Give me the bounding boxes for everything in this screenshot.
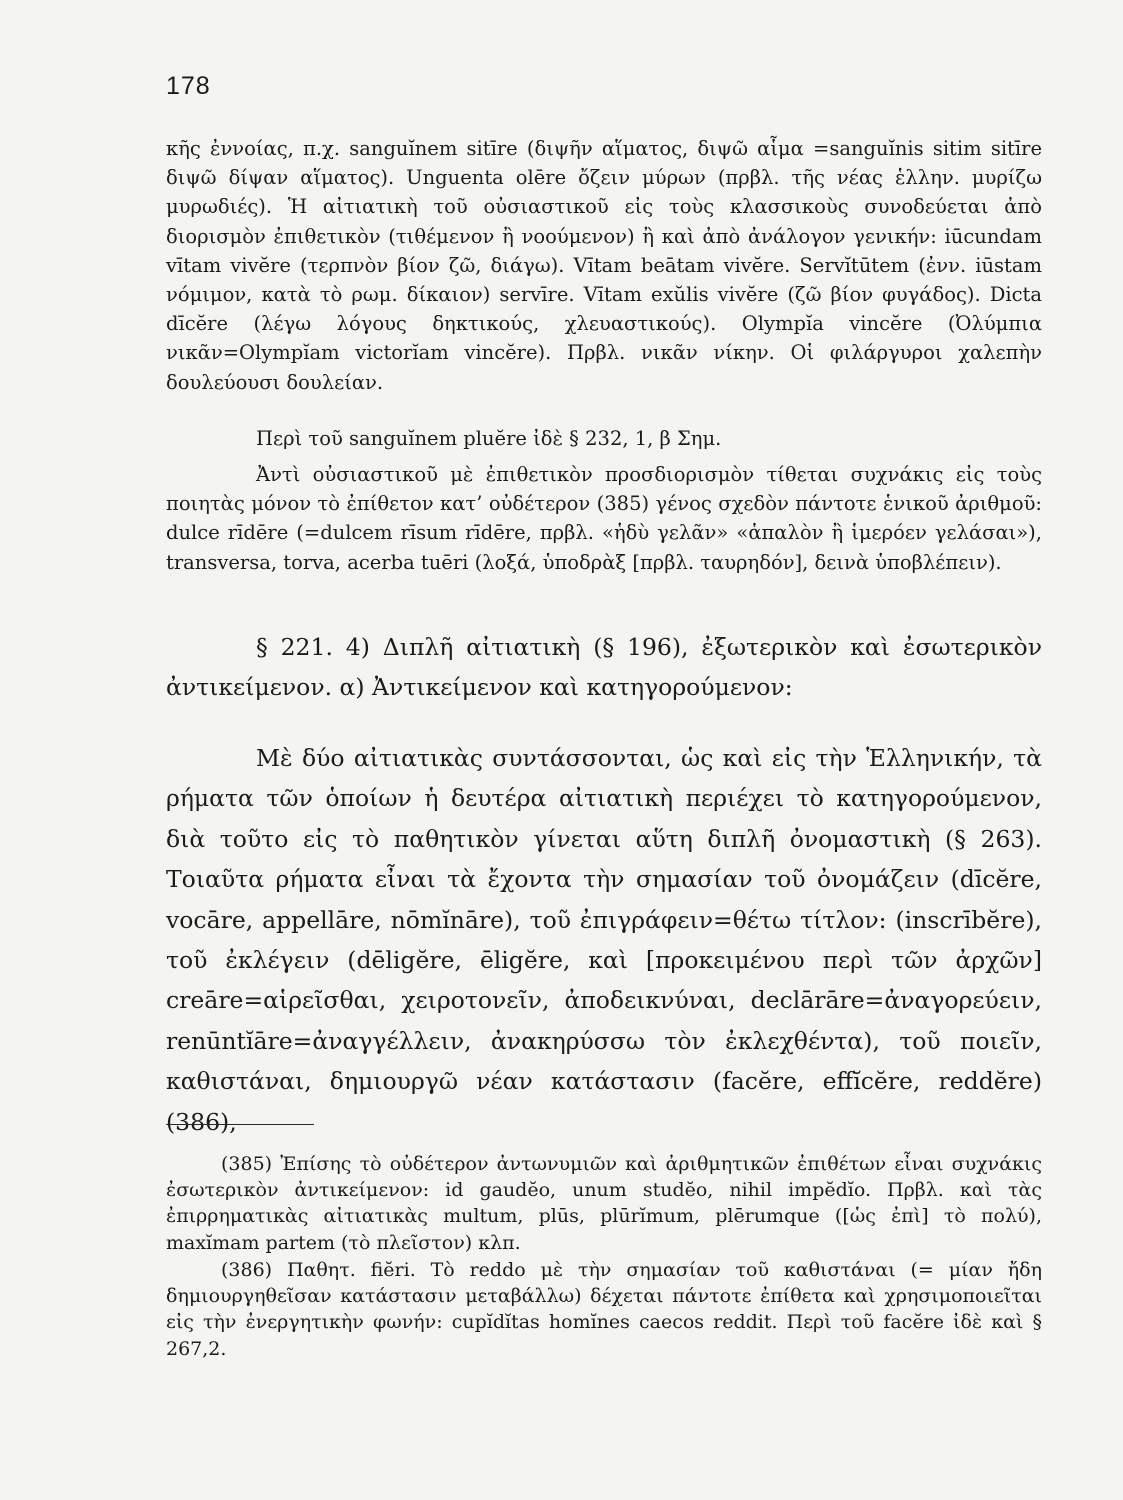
footnote-text: (385) Ἐπίσης τὸ οὐδέτερον ἀντωνυμιῶν καὶ ἀριθμητικῶν ἐπιθέτων εἶναι συχνάκις ἐσωτερικὸν ἀντικείμενον: id gaudĕo, unum studĕo, nihil impĕdĭo. Πρβλ. καὶ τὰς ἐπιρρηματικὰς αἰτιατικὰς multum, plūs, plūrĭmum, plērumque ([ὡς ἐπὶ] τὸ πολύ), maxĭmam partem (τὸ πλεῖστον) κλπ.	[166, 1153, 1042, 1254]
paragraph-text: Μὲ δύο αἰτιατικὰς συντάσσονται, ὡς καὶ εἰς τὴν Ἑλληνικήν, τὰ ρήματα τῶν ὁποίων ἡ δευτέρα αἰτιατικὴ περιέχει τὸ κατηγορούμενον, διὰ τοῦτο εἰς τὸ παθητικὸν γίνεται αὕτη διπλῆ ὀνομαστικὴ (§ 263). Τοιαῦτα ρήματα εἶναι τὰ ἔχοντα τὴν σημασίαν τοῦ ὀνομάζειν (dīcĕre, vocāre, appellāre, nōmĭnāre), τοῦ ἐπιγράφειν=θέτω τίτλον: (inscrībĕre), τοῦ ἐκλέγειν (dēligĕre, ēligĕre, καὶ [προκειμένου περὶ τῶν ἀρχῶν] creāre=αἱρεῖσθαι, χειροτονεῖν, ἀποδεικνύναι, declārāre=ἀναγορεύειν, renūntĭāre=ἀναγγέλλειν, ἀνακηρύσσω τὸν ἐκλεχθέντα), τοῦ ποιεῖν, καθιστάναι, δημιουργῶ νέαν κατάστασιν (facĕre, effĭcĕre, reddĕre) (386),	[166, 744, 1042, 1136]
paragraph-text: Ἀντὶ οὐσιαστικοῦ μὲ ἐπιθετικὸν προσδιορισμὸν τίθεται συχνάκις εἰς τοὺς ποιητὰς μόνον τὸ ἐπίθετον κατ’ οὐδέτερον (385) γένος σχεδὸν πάντοτε ἑνικοῦ ἀριθμοῦ: dulce rīdēre (=dulcem rīsum rīdēre, πρβλ. «ἡδὺ γελᾶν» «ἁπαλὸν ἢ ἱμερόεν γελάσαι»), transversa, torva, acerba tuēri (λοξά, ὑποδρὰξ [πρβλ. ταυρηδόν], δεινὰ ὑποβλέπειν).	[166, 463, 1042, 574]
paragraph-text: Περὶ τοῦ sanguĭnem pluĕre ἰδὲ § 232, 1, β Σημ.	[256, 427, 722, 450]
footnote-divider	[166, 1124, 314, 1125]
footnote-386	[166, 1257, 1042, 1362]
footnote-385	[166, 1151, 1042, 1256]
section-heading-221	[166, 627, 1042, 708]
body-paragraph-5	[166, 738, 1042, 1142]
section-heading-text: § 221. 4) Διπλῆ αἰτιατικὴ (§ 196), ἐξωτερικὸν καὶ ἐσωτερικὸν ἀντικείμενον. α) Ἀντικείμενον καὶ κατηγορούμενον:	[166, 633, 1042, 702]
body-paragraph-1	[166, 134, 1042, 397]
paragraph-text: κῆς ἐννοίας, π.χ. sanguĭnem sitīre (διψῆν αἵματος, διψῶ αἷμα =sanguĭnis sitim sitīre διψῶ δίψαν αἵματος). Unguenta olēre ὄζειν μύρων (πρβλ. τῆς νέας ἑλλην. μυρίζω μυρωδιές). Ἡ αἰτιατικὴ τοῦ οὐσιαστικοῦ εἰς τοὺς κλασσικοὺς συνοδεύεται ἀπὸ διορισμὸν ἐπιθετικὸν (τιθέμενον ἢ νοούμενον) ἢ καὶ ἀπὸ ἀνάλογον γενικήν: iūcundam vītam vivĕre (τερπνὸν βίον ζῶ, διάγω). Vītam beātam vivĕre. Servĭtūtem (ἐνν. iūstam νόμιμον, κατὰ τὸ ρωμ. δίκαιον) servīre. Vītam exŭlis vivĕre (ζῶ βίον φυγάδος). Dicta dīcĕre (λέγω λόγους δηκτικούς, χλευαστικούς). Olympĭa vincĕre (Ὀλύμπια νικᾶν=Olympĭam victorĭam vincĕre). Πρβλ. νικᾶν νίκην. Οἱ φιλάργυροι χαλεπὴν δουλεύουσι δουλείαν.	[166, 137, 1042, 394]
page-number: 178	[166, 72, 211, 100]
body-paragraph-2	[166, 424, 1042, 453]
footnote-text: (386) Παθητ. fiĕri. Τὸ reddo μὲ τὴν σημασίαν τοῦ καθιστάναι (= μίαν ἤδη δημιουργηθεῖσαν κατάστασιν μεταβάλλω) δέχεται πάντοτε ἐπίθετα καὶ χρησιμοποιεῖται εἰς τὴν ἐνεργητικὴν φωνήν: cupĭdĭtas homĭnes caecos reddit. Περὶ τοῦ facĕre ἰδὲ καὶ § 267,2.	[166, 1259, 1042, 1360]
body-paragraph-3	[166, 460, 1042, 577]
